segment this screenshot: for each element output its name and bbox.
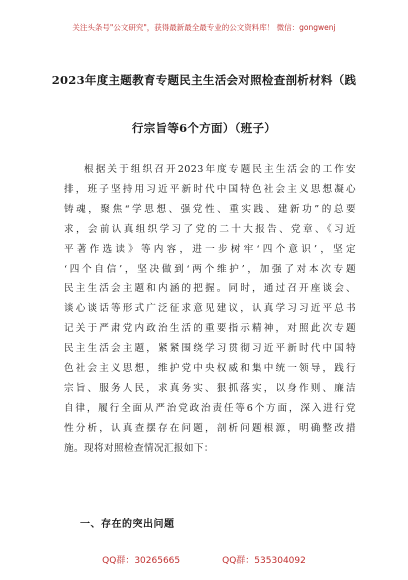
body-line: 民主生活会主题，紧紧围绕学习贯彻习近平新时代中国特 — [64, 343, 356, 355]
body-line: 施。现将对照检查情况汇报如下： — [64, 442, 214, 454]
header-notice: 关注头条号"公文研究"，获得最新最全最专业的公文资料库！ 微信：gongwenj — [72, 23, 336, 32]
body-line: 性分析，认真查摆存在问题，剖析问题根源，明确整改措 — [64, 422, 356, 434]
body-line: ‘四个自信’，坚决做到‘两个维护’，加强了对本次专题 — [64, 263, 356, 275]
body-line: 排，班子坚持用习近平新时代中国特色社会主义思想凝心 — [64, 183, 356, 195]
body-line: 自律，履行全面从严治党政治责任等6个方面，深入进行党 — [64, 402, 356, 414]
section-heading: 一、存在的突出问题 — [80, 519, 175, 530]
document-title-line-2: 行宗旨等6个方面）（班子） — [131, 121, 277, 135]
body-line: 宗旨、服务人民，求真务实、狠抓落实，以身作则、廉洁 — [64, 382, 356, 394]
body-line: 记关于严肃党内政治生活的重要指示精神，对照此次专题 — [64, 323, 356, 335]
body-line: 民主生活会主题和内涵的把握。同时，通过召开座谈会、 — [64, 283, 356, 295]
footer-qq-group-1: QQ群：30265665 — [102, 556, 181, 566]
document-title-line-1: 2023年度主题教育专题民主生活会对照检查剖析材料（践 — [51, 73, 357, 87]
body-line: 谈心谈话等形式广泛征求意见建议，认真学习习近平总书 — [64, 303, 356, 315]
body-line: 平著作选读》等内容，进一步树牢‘四个意识’，坚定 — [64, 243, 356, 255]
body-paragraph — [64, 160, 356, 459]
footer-contact — [0, 553, 408, 566]
body-line: 色社会主义思想，维护党中央权威和集中统一领导，践行 — [64, 363, 356, 375]
footer-qq-group-2: QQ群：535304092 — [222, 556, 306, 566]
body-line: 求，会前认真组织学习了党的二十大报告、党章、《习近 — [64, 223, 356, 235]
body-line: 根据关于组织召开2023年度专题民主生活会的工作安 — [84, 164, 356, 175]
body-line: 铸魂，聚焦“学思想、强党性、重实践、建新功”的总要 — [64, 203, 356, 215]
